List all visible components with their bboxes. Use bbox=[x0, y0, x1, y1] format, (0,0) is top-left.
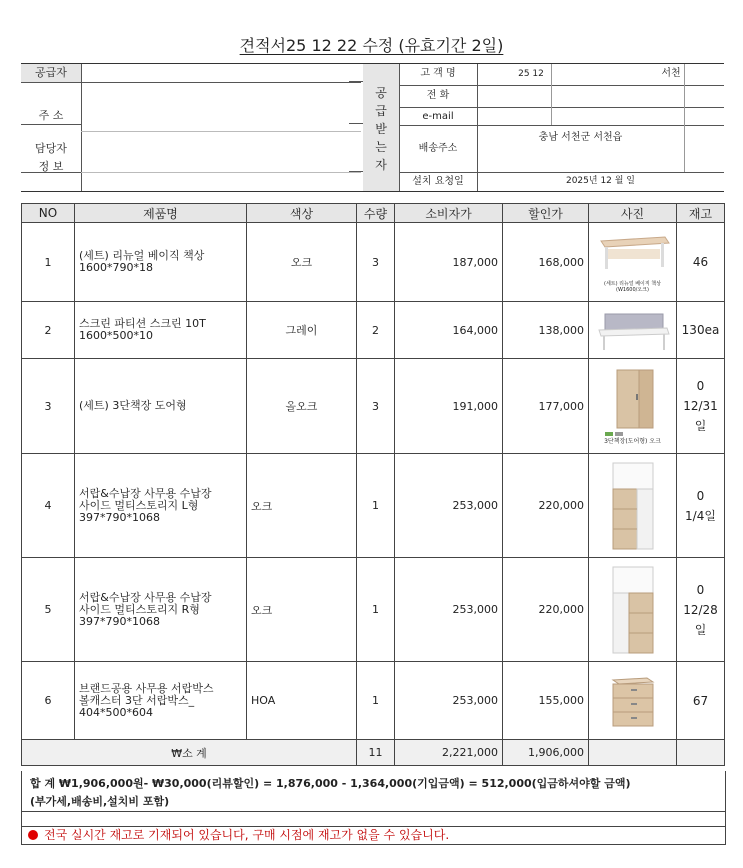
row-stock: 0 12/28일 bbox=[677, 558, 725, 662]
receiver-char: 급 bbox=[375, 104, 387, 118]
total-empty bbox=[589, 740, 677, 766]
receiver-char: 는 bbox=[375, 140, 387, 154]
row-price: 164,000 bbox=[395, 302, 503, 359]
row-color: 오크 bbox=[247, 558, 357, 662]
total-qty: 11 bbox=[357, 740, 395, 766]
row-no: 1 bbox=[22, 223, 75, 302]
row-sale: 138,000 bbox=[503, 302, 589, 359]
storage-cabinet-l-image bbox=[595, 459, 671, 553]
row-product-name: (세트) 3단책장 도어형 bbox=[75, 359, 247, 454]
total-row bbox=[22, 740, 725, 766]
table-row bbox=[22, 558, 725, 662]
row-color: 그레이 bbox=[247, 302, 357, 359]
row-product-name: 서랍&수납장 사무용 수납장 사이드 멀티스토리지 R형 397*790*1068 bbox=[75, 558, 247, 662]
manager-label bbox=[21, 140, 81, 176]
table-row bbox=[22, 302, 725, 359]
manager-label-line1: 담당자 bbox=[35, 142, 67, 155]
storage-cabinet-r-image bbox=[595, 563, 671, 657]
col-photo: 사진 bbox=[589, 204, 677, 223]
red-dot-icon bbox=[28, 830, 38, 840]
receiver-char: 자 bbox=[375, 158, 387, 172]
address-label: 주 소 bbox=[38, 109, 64, 122]
photo-caption: 3단책장(도어형) 오크 bbox=[604, 437, 661, 445]
row-photo bbox=[589, 454, 677, 558]
row-price: 253,000 bbox=[395, 662, 503, 740]
col-sale: 할인가 bbox=[503, 204, 589, 223]
install-date: 2025년 12 월 일 bbox=[565, 176, 636, 186]
row-sale: 168,000 bbox=[503, 223, 589, 302]
install-label: 설치 요청일 bbox=[412, 176, 464, 187]
row-qty: 2 bbox=[357, 302, 395, 359]
document-title: 견적서25 12 22 수정 (유효기간 2일) bbox=[239, 36, 504, 55]
summary-note-line: (부가세,배송비,설치비 포함) bbox=[30, 795, 170, 808]
row-price: 253,000 bbox=[395, 558, 503, 662]
row-photo bbox=[589, 558, 677, 662]
row-photo bbox=[589, 662, 677, 740]
row-sale: 177,000 bbox=[503, 359, 589, 454]
row-price: 253,000 bbox=[395, 454, 503, 558]
row-photo bbox=[589, 223, 677, 302]
drawer-box-image bbox=[595, 670, 671, 732]
row-color: HOA bbox=[247, 662, 357, 740]
table-row bbox=[22, 454, 725, 558]
summary-total-line: 합 계 ₩1,906,000원- ₩30,000(리뷰할인) = 1,876,000 - 1,364,000(기입금액) = 512,000(입금하셔야할 금액) bbox=[30, 777, 631, 790]
stock-notice bbox=[21, 826, 726, 845]
row-no: 3 bbox=[22, 359, 75, 454]
supplier-label: 공급자 bbox=[21, 64, 81, 82]
delivery-address: 충남 서천군 서천읍 bbox=[538, 132, 623, 143]
row-no: 5 bbox=[22, 558, 75, 662]
row-stock: 67 bbox=[677, 662, 725, 740]
row-stock: 0 12/31일 bbox=[677, 359, 725, 454]
row-price: 191,000 bbox=[395, 359, 503, 454]
row-no: 6 bbox=[22, 662, 75, 740]
row-color: 오크 bbox=[247, 454, 357, 558]
row-qty: 1 bbox=[357, 558, 395, 662]
row-sale: 220,000 bbox=[503, 454, 589, 558]
row-no: 2 bbox=[22, 302, 75, 359]
row-sale: 155,000 bbox=[503, 662, 589, 740]
receiver-char: 공 bbox=[375, 86, 387, 100]
customer-extra: 서천 bbox=[661, 68, 681, 79]
table-header-row bbox=[22, 204, 725, 223]
row-product-name: 스크린 파티션 스크린 10T 1600*500*10 bbox=[75, 302, 247, 359]
blank-row bbox=[21, 811, 726, 827]
manager-label-line2: 정 보 bbox=[38, 160, 64, 173]
row-product-name: 브랜드공용 사무용 서랍박스 볼캐스터 3단 서랍박스_ 404*500*604 bbox=[75, 662, 247, 740]
bookcase-image bbox=[595, 368, 671, 438]
row-qty: 1 bbox=[357, 454, 395, 558]
total-label: ₩소 계 bbox=[22, 740, 357, 766]
col-qty: 수량 bbox=[357, 204, 395, 223]
col-color: 색상 bbox=[247, 204, 357, 223]
photo-caption: (세트) 리뉴얼 베이직 책상 (W1600/오크) bbox=[604, 281, 661, 293]
row-color: 오크 bbox=[247, 223, 357, 302]
table-row bbox=[22, 359, 725, 454]
row-photo bbox=[589, 302, 677, 359]
customer-value: 25 12 bbox=[518, 69, 544, 79]
row-color: 올오크 bbox=[247, 359, 357, 454]
customer-label: 고 객 명 bbox=[420, 68, 456, 79]
col-stock: 재고 bbox=[677, 204, 725, 223]
row-stock: 130ea bbox=[677, 302, 725, 359]
receiver-char: 받 bbox=[375, 122, 387, 136]
row-sale: 220,000 bbox=[503, 558, 589, 662]
email-label: e-mail bbox=[422, 111, 454, 122]
row-qty: 3 bbox=[357, 223, 395, 302]
screen-partition-image bbox=[595, 308, 671, 352]
row-product-name: (세트) 리뉴얼 베이직 책상 1600*790*18 bbox=[75, 223, 247, 302]
row-stock: 0 1/4일 bbox=[677, 454, 725, 558]
row-no: 4 bbox=[22, 454, 75, 558]
total-empty bbox=[677, 740, 725, 766]
notice-text: 전국 실시간 재고로 기재되어 있습니다, 구매 시점에 재고가 없을 수 있습니다. bbox=[44, 828, 450, 842]
col-no: NO bbox=[22, 204, 75, 223]
row-price: 187,000 bbox=[395, 223, 503, 302]
row-photo bbox=[589, 359, 677, 454]
row-stock: 46 bbox=[677, 223, 725, 302]
desk-image bbox=[595, 231, 671, 281]
phone-label: 전 화 bbox=[426, 90, 450, 101]
summary-box bbox=[21, 771, 726, 812]
table-row bbox=[22, 662, 725, 740]
row-qty: 3 bbox=[357, 359, 395, 454]
row-qty: 1 bbox=[357, 662, 395, 740]
row-product-name: 서랍&수납장 사무용 수납장 사이드 멀티스토리지 L형 397*790*1068 bbox=[75, 454, 247, 558]
table-row bbox=[22, 223, 725, 302]
col-product: 제품명 bbox=[75, 204, 247, 223]
receiver-vertical-label bbox=[363, 64, 399, 191]
col-price: 소비자가 bbox=[395, 204, 503, 223]
quote-header bbox=[21, 63, 724, 192]
total-price: 2,221,000 bbox=[395, 740, 503, 766]
total-sale: 1,906,000 bbox=[503, 740, 589, 766]
delivery-label: 배송주소 bbox=[418, 143, 458, 154]
quote-items-table bbox=[21, 203, 725, 766]
